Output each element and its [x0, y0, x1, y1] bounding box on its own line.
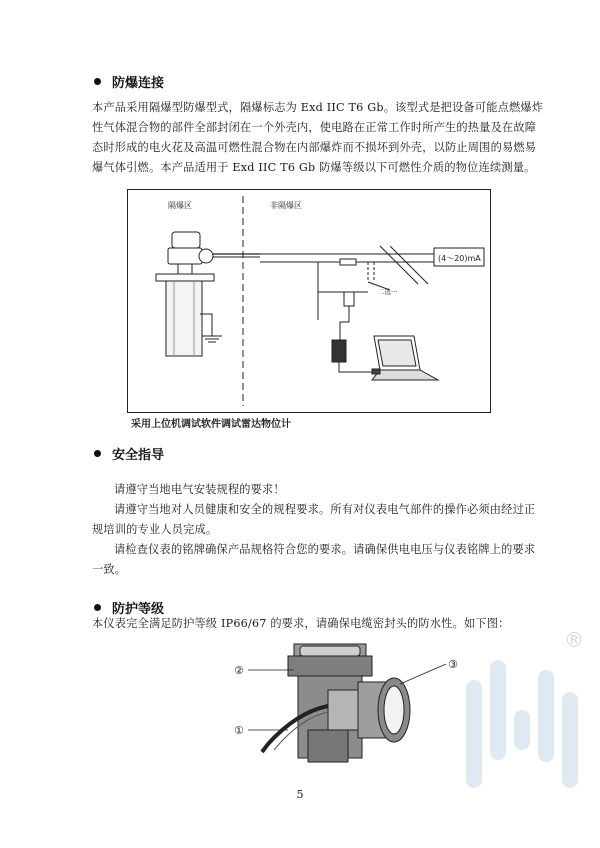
- paragraph-line: 请遵守当地对人员健康和安全的规程要求。所有对仪表电气部件的操作必须由经过正: [114, 503, 536, 516]
- watermark-logo: [462, 628, 592, 790]
- bullet-icon: [94, 78, 101, 85]
- paragraph-line: 性气体混合物的部件全部封闭在一个外壳内，使电路在正常工作时所产生的热量及在故障: [92, 121, 537, 134]
- radar-meter-icon: [156, 232, 214, 356]
- laptop-icon: [372, 336, 438, 380]
- paragraph-line: 一致。: [92, 563, 127, 576]
- callout-2-label: ②: [234, 664, 244, 677]
- figure-caption: 采用上位机调试软件调试雷达物位计: [131, 419, 291, 430]
- watermark-logo-icon: [462, 640, 592, 790]
- wiring-diagram: [127, 189, 491, 413]
- current-output-label: (4～20)mA: [438, 254, 481, 263]
- wiring-diagram-svg: [128, 190, 490, 412]
- section-title-safety: 安全指导: [112, 448, 165, 463]
- paragraph-line: 本仪表完全满足防护等级 IP66/67 的要求，请确保电缆密封头的防水性。如下图：: [92, 617, 510, 630]
- section-title-explosion: 防爆连接: [112, 76, 165, 91]
- callout-1-label: ①: [234, 724, 244, 737]
- section-title-protection: 防护等级: [112, 602, 165, 617]
- usb-converter-icon: [332, 292, 372, 372]
- paragraph-line: 规培训的专业人员完成。: [92, 523, 218, 536]
- cable-gland-svg: [228, 640, 468, 770]
- cable-gland-diagram: [228, 640, 468, 770]
- registered-mark: ®: [564, 628, 584, 652]
- signal-wiring: [260, 246, 434, 320]
- bullet-icon: [94, 450, 101, 457]
- page-number: 5: [296, 788, 304, 801]
- zone-non-explosion-label: 非隔爆区: [270, 201, 302, 210]
- paragraph-line: 请检查仪表的铭牌确保产品规格符合您的要求。请确保供电电压与仪表铭牌上的要求: [114, 543, 536, 556]
- bullet-icon: [94, 604, 101, 611]
- choice-label: 二选一: [378, 288, 398, 296]
- paragraph-line: 爆气体引燃。本产品适用于 Exd IIC T6 Gb 防爆等级以下可燃性介质的物位连续测量。: [92, 161, 536, 174]
- zone-explosion-label: 隔爆区: [168, 201, 192, 210]
- paragraph-line: 本产品采用隔爆型防爆型式，隔爆标志为 Exd IIC T6 Gb。该型式是把设备可能点燃爆炸: [92, 101, 544, 114]
- paragraph-line: 请遵守当地电气安装规程的要求！: [114, 483, 285, 496]
- paragraph-line: 态时形成的电火花及高温可燃性混合物在内部爆炸而不损坏到外壳，以防止周围的易燃易: [92, 141, 537, 154]
- ground-icon: [200, 314, 222, 342]
- callout-3-label: ③: [448, 658, 458, 671]
